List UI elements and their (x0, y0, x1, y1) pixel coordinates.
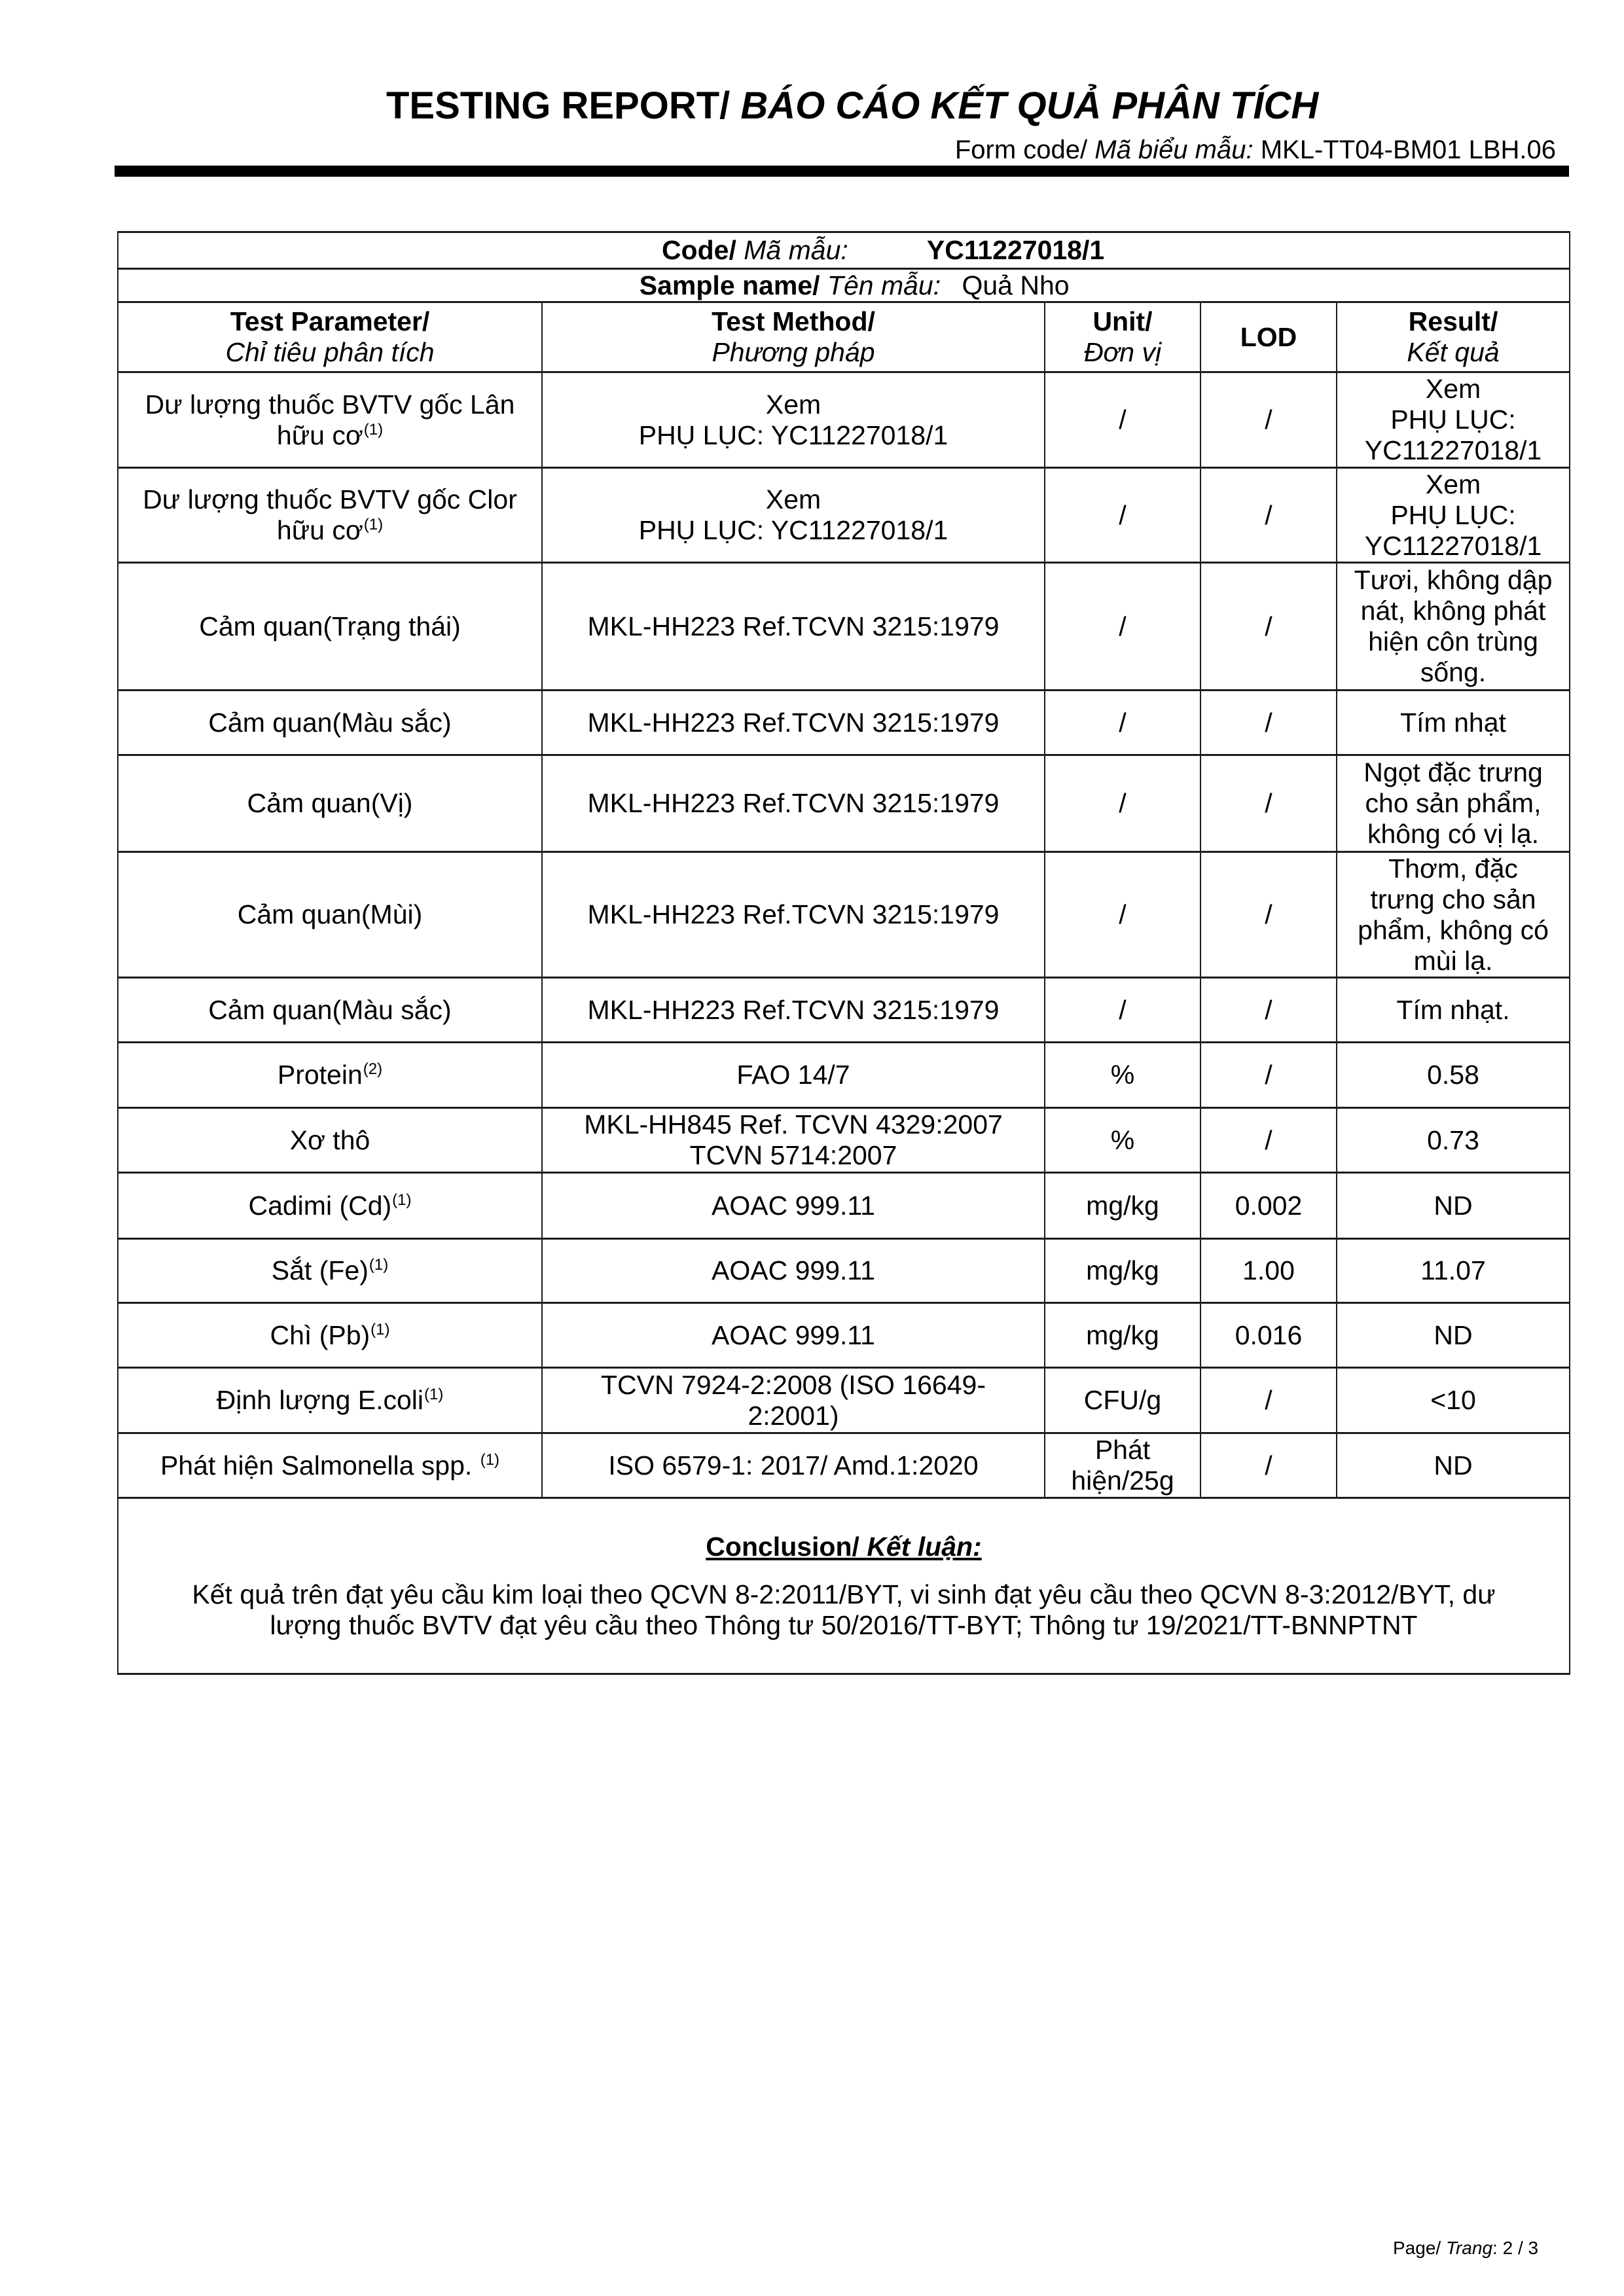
table-row (118, 1368, 1570, 1433)
result-value: Tím nhạt. (1396, 994, 1510, 1025)
lod-cell (1200, 1368, 1337, 1433)
method-cell (542, 1108, 1045, 1173)
unit-value: / (1119, 788, 1127, 818)
footnote-marker: (1) (424, 1386, 444, 1403)
lod-value: 0.016 (1235, 1319, 1303, 1350)
column-header-en: Unit/ (1092, 306, 1153, 336)
lod-cell (1200, 755, 1337, 852)
method-value: MKL-HH223 Ref.TCVN 3215:1979 (587, 788, 1000, 818)
method-value: MKL-HH223 Ref.TCVN 3215:1979 (587, 611, 1000, 641)
lod-cell (1200, 372, 1337, 468)
table-row (118, 372, 1570, 468)
parameter-name: Cảm quan(Màu sắc) (208, 994, 452, 1025)
parameter-name: Sắt (Fe) (271, 1255, 369, 1285)
parameter-name: Dư lượng thuốc BVTV gốc Lân hữu cơ (145, 389, 515, 450)
parameter-name: Cảm quan(Mùi) (237, 899, 423, 929)
result-value: Tươi, không dập nát, không phát hiện côn trùng sống. (1354, 565, 1553, 687)
result-value: 0.73 (1427, 1124, 1479, 1155)
unit-value: / (1119, 899, 1127, 929)
method-cell (542, 1239, 1045, 1303)
parameter-cell (118, 1303, 542, 1368)
unit-value: % (1110, 1124, 1135, 1155)
table-row (118, 978, 1570, 1043)
form-code-label-en: Form code/ (954, 135, 1088, 164)
lod-value: / (1265, 994, 1272, 1025)
method-value: Xem PHỤ LỤC: YC11227018/1 (638, 389, 948, 450)
method-cell (542, 1433, 1045, 1498)
parameter-name: Cadimi (Cd) (248, 1190, 392, 1221)
sample-code-label-vi: Mã mẫu: (744, 235, 848, 265)
lod-cell (1200, 1239, 1337, 1303)
unit-value: mg/kg (1086, 1255, 1159, 1285)
unit-cell (1045, 978, 1200, 1043)
page-value: : 2 / 3 (1492, 2238, 1539, 2258)
sample-name-label (618, 270, 962, 301)
method-cell (542, 1303, 1045, 1368)
method-value: ISO 6579-1: 2017/ Amd.1:2020 (608, 1450, 979, 1480)
parameter-cell (118, 468, 542, 563)
sample-name-value: Quả Nho (962, 270, 1070, 300)
conclusion-row (118, 1498, 1570, 1674)
result-value: Ngọt đặc trưng cho sản phẩm, không có vị lạ. (1363, 757, 1543, 849)
lod-value: / (1265, 499, 1272, 530)
method-cell (542, 563, 1045, 691)
result-cell (1337, 1303, 1570, 1368)
unit-cell (1045, 372, 1200, 468)
conclusion-title (125, 1532, 1562, 1562)
method-value: FAO 14/7 (736, 1060, 850, 1090)
results-table (117, 231, 1570, 1675)
table-row (118, 1043, 1570, 1108)
column-header-en: Result/ (1408, 306, 1498, 336)
conclusion-cell (118, 1498, 1570, 1674)
footnote-marker: (1) (363, 420, 384, 439)
column-header-en: LOD (1240, 321, 1297, 352)
unit-value: / (1119, 499, 1127, 530)
column-header-result (1337, 302, 1570, 372)
lod-cell (1200, 1433, 1337, 1498)
lod-value: / (1265, 899, 1272, 929)
result-cell (1337, 1043, 1570, 1108)
method-value: MKL-HH845 Ref. TCVN 4329:2007 TCVN 5714:2007 (584, 1109, 1003, 1170)
unit-cell (1045, 755, 1200, 852)
lod-cell (1200, 1043, 1337, 1108)
unit-value: % (1110, 1060, 1135, 1090)
lod-value: 1.00 (1242, 1255, 1295, 1285)
result-cell (1337, 563, 1570, 691)
unit-value: CFU/g (1083, 1385, 1162, 1415)
lod-value: / (1265, 1124, 1272, 1155)
parameter-name: Phát hiện Salmonella spp. (160, 1450, 480, 1480)
table-row (118, 1303, 1570, 1368)
method-value: MKL-HH223 Ref.TCVN 3215:1979 (587, 994, 1000, 1025)
table-row (118, 468, 1570, 563)
method-value: Xem PHỤ LỤC: YC11227018/1 (638, 484, 948, 545)
method-cell (542, 1368, 1045, 1433)
result-cell (1337, 1108, 1570, 1173)
parameter-cell (118, 1173, 542, 1239)
sample-name-row (118, 269, 1570, 302)
unit-cell (1045, 691, 1200, 755)
result-cell (1337, 1173, 1570, 1239)
column-header-vi: Kết quả (1407, 337, 1500, 367)
conclusion-line: lượng thuốc BVTV đạt yêu cầu theo Thông tư 50/2016/TT-BYT; Thông tư 19/2021/TT-BNNPTNT (270, 1609, 1418, 1640)
report-title-vi: BÁO CÁO KẾT QUẢ PHÂN TÍCH (740, 84, 1319, 127)
lod-cell (1200, 563, 1337, 691)
lod-value: / (1265, 788, 1272, 818)
table-row (118, 1433, 1570, 1498)
lod-cell (1200, 1303, 1337, 1368)
result-value: ND (1434, 1190, 1473, 1221)
unit-value: Phát hiện/25g (1071, 1435, 1174, 1496)
result-cell (1337, 978, 1570, 1043)
parameter-cell (118, 372, 542, 468)
lod-cell (1200, 1173, 1337, 1239)
lod-value: / (1265, 1450, 1272, 1480)
lod-value: / (1265, 611, 1272, 641)
method-cell (542, 1043, 1045, 1108)
unit-cell (1045, 563, 1200, 691)
column-header-en: Test Method/ (712, 306, 875, 336)
report-title (386, 84, 1319, 127)
sample-code-label (583, 235, 927, 266)
parameter-name: Cảm quan(Trạng thái) (199, 611, 461, 641)
result-cell (1337, 1239, 1570, 1303)
footnote-marker: (1) (480, 1450, 500, 1469)
result-cell (1337, 1433, 1570, 1498)
method-value: AOAC 999.11 (712, 1190, 875, 1221)
method-cell (542, 372, 1045, 468)
column-header-method (542, 302, 1045, 372)
lod-value: 0.002 (1235, 1190, 1303, 1221)
conclusion-line: Kết quả trên đạt yêu cầu kim loại theo QCVN 8-2:2011/BYT, vi sinh đạt yêu cầu theo QCVN 8-3:2012/BYT, dư (192, 1579, 1496, 1609)
parameter-cell (118, 1043, 542, 1108)
page-number (1393, 2239, 1538, 2257)
method-cell (542, 852, 1045, 978)
unit-value: mg/kg (1086, 1190, 1159, 1221)
table-row (118, 1173, 1570, 1239)
column-header-en: Test Parameter/ (230, 306, 430, 336)
unit-cell (1045, 1368, 1200, 1433)
method-cell (542, 755, 1045, 852)
table-row (118, 852, 1570, 978)
unit-cell (1045, 1239, 1200, 1303)
conclusion-title-vi: Kết luận: (867, 1531, 982, 1562)
parameter-cell (118, 852, 542, 978)
result-cell (1337, 372, 1570, 468)
lod-value: / (1265, 404, 1272, 435)
lod-cell (1200, 1108, 1337, 1173)
footnote-marker: (1) (370, 1320, 390, 1338)
column-header-lod (1200, 302, 1337, 372)
unit-cell (1045, 468, 1200, 563)
method-cell (542, 1173, 1045, 1239)
method-cell (542, 978, 1045, 1043)
sample-name-label-en: Sample name/ (639, 270, 820, 300)
form-code (955, 137, 1556, 163)
sample-name-cell (118, 269, 1570, 302)
result-value: Xem PHỤ LỤC: YC11227018/1 (1364, 469, 1542, 561)
result-cell (1337, 691, 1570, 755)
form-code-label-vi: Mã biểu mẫu: (1094, 135, 1254, 164)
conclusion-title-en: Conclusion/ (706, 1531, 859, 1562)
footnote-marker: (1) (369, 1256, 389, 1274)
parameter-cell (118, 1433, 542, 1498)
lod-cell (1200, 691, 1337, 755)
column-header-vi: Chỉ tiêu phân tích (225, 337, 435, 367)
table-row (118, 755, 1570, 852)
result-value: 11.07 (1420, 1255, 1486, 1285)
column-header-unit (1045, 302, 1200, 372)
parameter-name: Dư lượng thuốc BVTV gốc Clor hữu cơ (143, 484, 517, 545)
parameter-cell (118, 1108, 542, 1173)
parameter-name: Định lượng E.coli (216, 1385, 424, 1415)
parameter-name: Protein (277, 1060, 363, 1090)
unit-cell (1045, 1108, 1200, 1173)
parameter-cell (118, 1239, 542, 1303)
lod-value: / (1265, 1060, 1272, 1090)
column-header-parameter (118, 302, 542, 372)
method-value: MKL-HH223 Ref.TCVN 3215:1979 (587, 899, 1000, 929)
unit-cell (1045, 1043, 1200, 1108)
result-cell (1337, 755, 1570, 852)
result-value: Tím nhạt (1400, 707, 1506, 738)
unit-cell (1045, 1433, 1200, 1498)
report-title-en: TESTING REPORT/ (386, 84, 731, 127)
result-value: Xem PHỤ LỤC: YC11227018/1 (1364, 374, 1542, 465)
method-cell (542, 468, 1045, 563)
unit-value: mg/kg (1086, 1319, 1159, 1350)
parameter-cell (118, 978, 542, 1043)
footnote-marker: (2) (363, 1060, 383, 1078)
parameter-cell (118, 1368, 542, 1433)
parameter-cell (118, 563, 542, 691)
method-cell (542, 691, 1045, 755)
unit-value: / (1119, 707, 1127, 738)
sample-name-label-vi: Tên mẫu: (827, 270, 941, 300)
unit-cell (1045, 1303, 1200, 1368)
footnote-marker: (1) (392, 1191, 412, 1209)
result-cell (1337, 852, 1570, 978)
parameter-cell (118, 755, 542, 852)
lod-cell (1200, 852, 1337, 978)
table-row (118, 1108, 1570, 1173)
column-header-vi: Phương pháp (712, 337, 875, 367)
table-row (118, 1239, 1570, 1303)
page-label-en: Page/ (1393, 2238, 1441, 2258)
result-value: <10 (1430, 1385, 1476, 1415)
column-header-vi: Đơn vị (1083, 337, 1162, 367)
sample-code-cell (118, 232, 1570, 269)
unit-value: / (1119, 404, 1127, 435)
method-value: AOAC 999.11 (712, 1319, 875, 1350)
method-value: TCVN 7924-2:2008 (ISO 16649- 2:2001) (601, 1369, 986, 1431)
sample-code-row (118, 232, 1570, 269)
parameter-name: Chì (Pb) (270, 1319, 370, 1350)
parameter-name: Cảm quan(Màu sắc) (208, 707, 452, 738)
form-code-value: MKL-TT04-BM01 LBH.06 (1260, 135, 1556, 164)
unit-cell (1045, 852, 1200, 978)
parameter-cell (118, 691, 542, 755)
method-value: MKL-HH223 Ref.TCVN 3215:1979 (587, 707, 1000, 738)
header-divider (115, 166, 1569, 177)
result-cell (1337, 468, 1570, 563)
lod-value: / (1265, 1385, 1272, 1415)
footnote-marker: (1) (363, 516, 384, 533)
sample-code-value: YC11227018/1 (926, 235, 1105, 265)
table-row (118, 691, 1570, 755)
parameter-name: Xơ thô (289, 1124, 370, 1155)
conclusion-text (125, 1579, 1562, 1641)
result-cell (1337, 1368, 1570, 1433)
result-value: Thơm, đặc trưng cho sản phẩm, không có mùi lạ. (1358, 853, 1549, 976)
page-label-vi: Trang (1445, 2238, 1493, 2258)
lod-value: / (1265, 707, 1272, 738)
method-value: AOAC 999.11 (712, 1255, 875, 1285)
result-value: ND (1434, 1319, 1473, 1350)
result-value: 0.58 (1427, 1060, 1479, 1090)
unit-value: / (1119, 994, 1127, 1025)
parameter-name: Cảm quan(Vị) (247, 788, 413, 818)
sample-code-label-en: Code/ (661, 235, 736, 265)
result-value: ND (1434, 1450, 1473, 1480)
table-row (118, 563, 1570, 691)
unit-cell (1045, 1173, 1200, 1239)
table-header-row (118, 302, 1570, 372)
lod-cell (1200, 978, 1337, 1043)
lod-cell (1200, 468, 1337, 563)
unit-value: / (1119, 611, 1127, 641)
